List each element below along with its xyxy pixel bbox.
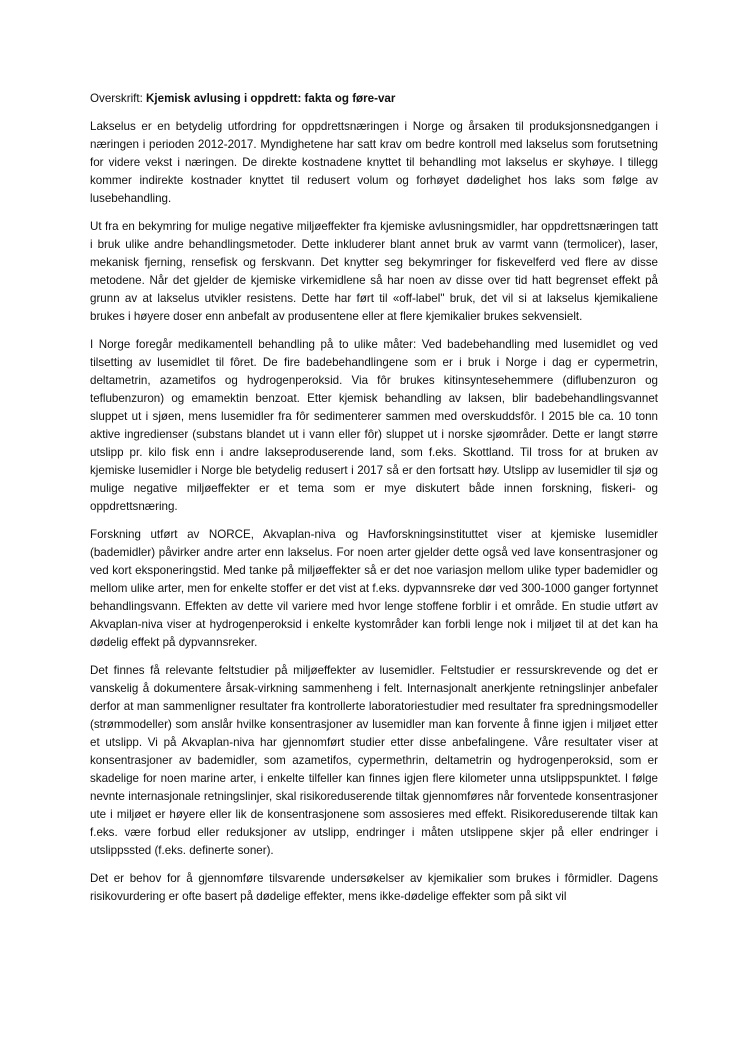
paragraph-2: Ut fra en bekymring for mulige negative miljøeffekter fra kjemiske avlusningsmidler, har oppdrettsnæringen tatt i bruk ulike andre behandlingsmetoder. Dette inkluderer blant annet bruk av varmt vann (termolicer), laser, mekanisk fjerning, rensefisk og ferskvann. Det knytter seg bekymringer for fiskevelferd ved flere av disse metodene. Når det gjelder de kjemiske virkemidlene så har noen av disse over tid hatt begrenset effekt på grunn av at lakselus utvikler resistens. Dette har ført til «off-label" bruk, det vil si at lakselus kjemikaliene brukes i høyere doser enn anbefalt av produsentene eller at flere kjemikalier brukes sekvensielt. (90, 220, 658, 323)
heading-prefix: Overskrift: (90, 92, 147, 105)
paragraph-5: Det finnes få relevante feltstudier på miljøeffekter av lusemidler. Feltstudier er ressurskrevende og det er vanskelig å dokumentere årsak-virkning sammenheng i felt. Internasjonalt anerkjente retningslinjer anbefaler derfor at man sammenligner resultater fra kontrollerte laboratoriestudier med resultater fra spredningsmodeller (strømmodeller) som anslår hvilke konsentrasjoner av lusemidler man kan forvente å finne igjen i miljøet etter et utslipp. Vi på Akvaplan-niva har gjennomført studier etter disse anbefalingene. Våre resultater viser at konsentrasjoner av bademidler, som azametifos, cypermethrin, deltametrin og hydrogenperoksid, som er skadelige for noen marine arter, i enkelte tilfeller kan finnes igjen flere kilometer unna utslippspunktet. I følge nevnte internasjonale retningslinjer, skal risikoreduserende tiltak gjennomføres når forventede konsentrasjoner ute i miljøet er høyere eller lik de konsentrasjonene som assosieres med effekt. Risikoreduserende tiltak kan f.eks. være forbud eller reduksjoner av utslipp, endringer i måten utslippene skjer på eller endringer i utslippssted (f.eks. definerte soner). (90, 664, 658, 857)
document-page (90, 90, 658, 916)
document-heading (90, 90, 658, 108)
paragraph-1: Lakselus er en betydelig utfordring for oppdrettsnæringen i Norge og årsaken til produksjonsnedgangen i næringen i perioden 2012-2017. Myndighetene har satt krav om bedre kontroll med lakselus som forutsetning for videre vekst i næringen. De direkte kostnadene knyttet til behandling mot lakselus er skyhøye. I tillegg kommer indirekte kostnader knyttet til redusert volum og forhøyet dødelighet hos laks som følge av lusebehandling. (90, 120, 658, 205)
heading-title: Kjemisk avlusing i oppdrett: fakta og føre-var (146, 92, 396, 105)
paragraph-6: Det er behov for å gjennomføre tilsvarende undersøkelser av kjemikalier som brukes i fôrmidler. Dagens risikovurdering er ofte basert på dødelige effekter, mens ikke-dødelige effekter som på sikt vil (90, 872, 658, 903)
paragraph-4: Forskning utført av NORCE, Akvaplan-niva og Havforskningsinstituttet viser at kjemiske lusemidler (bademidler) påvirker andre arter enn lakselus. For noen arter gjelder dette også ved lave konsentrasjoner og ved kort eksponeringstid. Med tanke på miljøeffekter så er det noe variasjon mellom ulike typer bademidler og mellom ulike arter, men for enkelte stoffer er det vist at f.eks. dypvannsreke dør ved 300-1000 ganger fortynnet behandlingsvann. Effekten av dette vil variere med hvor lenge stoffene forblir i et område. En studie utført av Akvaplan-niva viser at hydrogenperoksid i enkelte kystområder kan forbli lenge nok i miljøet til at det kan ha dødelig effekt på dypvannsreker. (90, 528, 658, 649)
paragraph-3: I Norge foregår medikamentell behandling på to ulike måter: Ved badebehandling med lusemidlet og ved tilsetting av lusemidlet til fôret. De fire badebehandlingene som er i bruk i Norge i dag er cypermetrin, deltametrin, azametifos og hydrogenperoksid. Via fôr brukes kitinsyntesehemmere (diflubenzuron og teflubenzuron) og emamektin benzoat. Etter kjemisk behandling av laksen, blir badebehandlingsvannet sluppet ut i sjøen, mens lusemidler fra fôr sedimenterer sammen med overskuddsfôr. I 2015 ble ca. 10 tonn aktive ingredienser (substans blandet ut i vann eller fôr) sluppet ut i norske sjøområder. Dette er langt større utslipp pr. kilo fisk enn i andre lakseproduserende land, som f.eks. Skottland. Til tross for at bruken av kjemiske lusemidler i Norge ble betydelig redusert i 2017 så er den fortsatt høy. Utslipp av lusemidler til sjø og mulige negative miljøeffekter er et tema som er mye diskutert både innen forskning, fiskeri- og oppdrettsnæring. (90, 338, 658, 513)
